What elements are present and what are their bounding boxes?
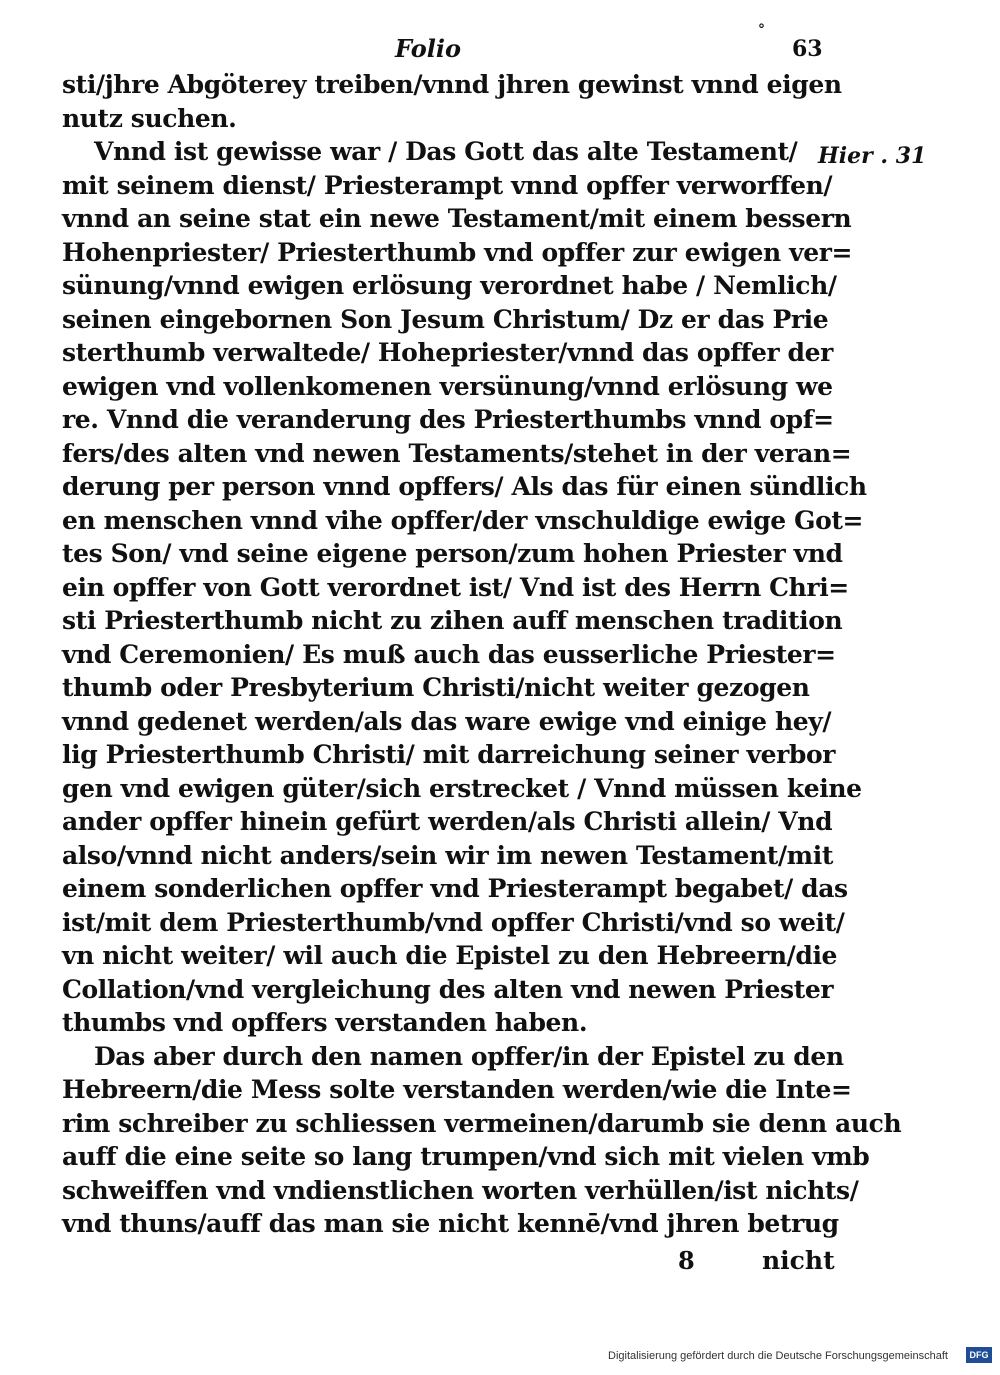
text-line: vn nicht weiter/ wil auch die Epistel zu den Hebreern/die <box>62 941 838 970</box>
text-line: sterthumb verwaltede/ Hohepriester/vnnd das opffer der <box>62 338 833 367</box>
text-line: Collation/vnd vergleichung des alten vnd newen Priester <box>62 974 834 1004</box>
text-line: re. Vnnd die veranderung des Priesterthumbs vnnd opf= <box>62 405 834 434</box>
text-line: thumbs vnd opffers verstanden haben. <box>62 1008 588 1037</box>
signature-mark: 8 <box>678 1246 695 1275</box>
text-line: sti/jhre Abgöterey treiben/vnnd jhren gewinst vnnd eigen <box>62 70 842 99</box>
text-line: Vnnd ist gewisse war / Das Gott das alte Testament/ <box>94 137 798 166</box>
text-line: mit seinem dienst/ Priesterampt vnnd opffer verworffen/ <box>62 170 833 200</box>
text-line: Das aber durch den namen opffer/in der Epistel zu den <box>94 1041 844 1071</box>
text-line: vnd thuns/auff das man sie nicht kennē/vnd jhren betrug <box>62 1209 839 1238</box>
text-line: einem sonderlichen opffer vnd Priesterampt begabet/ das <box>62 874 848 903</box>
text-line: lig Priesterthumb Christi/ mit darreichung seiner verbor <box>62 740 836 769</box>
text-line: seinen eingebornen Son Jesum Christum/ Dz er das Prie <box>62 304 829 334</box>
text-line: ander opffer hinein gefürt werden/als Christi allein/ Vnd <box>62 807 833 836</box>
text-line: vnnd an seine stat ein newe Testament/mit einem bessern <box>62 204 852 233</box>
text-line: gen vnd ewigen güter/sich erstrecket / Vnnd müssen keine <box>62 773 862 803</box>
dfg-logo: DFG <box>966 1347 992 1363</box>
folio-number: 63 <box>792 36 823 62</box>
text-line: nutz suchen. <box>62 103 237 133</box>
corner-mark: ° <box>758 22 765 38</box>
text-line: auff die eine seite so lang trumpen/vnd sich mit vielen vmb <box>62 1142 870 1171</box>
catchword-row <box>0 1246 1000 1280</box>
text-line: tes Son/ vnd seine eigene person/zum hohen Priester vnd <box>62 539 843 568</box>
text-line: Hohenpriester/ Priesterthumb vnd opffer zur ewigen ver= <box>62 237 853 267</box>
text-line: ewigen vnd vollenkomenen versünung/vnnd erlösung we <box>62 371 833 401</box>
text-line: derung per person vnnd opffers/ Als das für einen sündlich <box>62 472 867 501</box>
text-line: also/vnnd nicht anders/sein wir im newen Testament/mit <box>62 840 833 870</box>
text-line: sti Priesterthumb nicht zu zihen auff menschen tradition <box>62 606 843 635</box>
text-line: sünung/vnnd ewigen erlösung verordnet habe / Nemlich/ <box>62 271 837 300</box>
text-line: ein opffer von Gott verordnet ist/ Vnd ist des Herrn Chri= <box>62 572 849 602</box>
text-line: rim schreiber zu schliessen vermeinen/darumb sie denn auch <box>62 1108 902 1138</box>
text-line: thumb oder Presbyterium Christi/nicht weiter gezogen <box>62 673 810 702</box>
text-line: fers/des alten vnd newen Testaments/stehet in der veran= <box>62 438 852 468</box>
text-line: en menschen vnnd vihe opffer/der vnschuldige ewige Got= <box>62 505 864 535</box>
catchword: nicht <box>762 1246 835 1275</box>
text-line: ist/mit dem Priesterthumb/vnd opffer Christi/vnd so weit/ <box>62 907 845 937</box>
text-line: Hebreern/die Mess solte verstanden werden/wie die Inte= <box>62 1075 852 1104</box>
text-line: schweiffen vnd vndienstlichen worten verhüllen/ist nichts/ <box>62 1175 859 1205</box>
text-line: vnd Ceremonien/ Es muß auch das eusserliche Priester= <box>62 639 836 669</box>
text-line: vnnd gedenet werden/als das ware ewige vnd einige hey/ <box>62 706 832 736</box>
page-header-title: Folio <box>395 34 461 63</box>
margin-note: Hier . 31 <box>818 143 927 169</box>
digitization-credit: Digitalisierung gefördert durch die Deutsche Forschungsgemeinschaft <box>608 1350 948 1362</box>
